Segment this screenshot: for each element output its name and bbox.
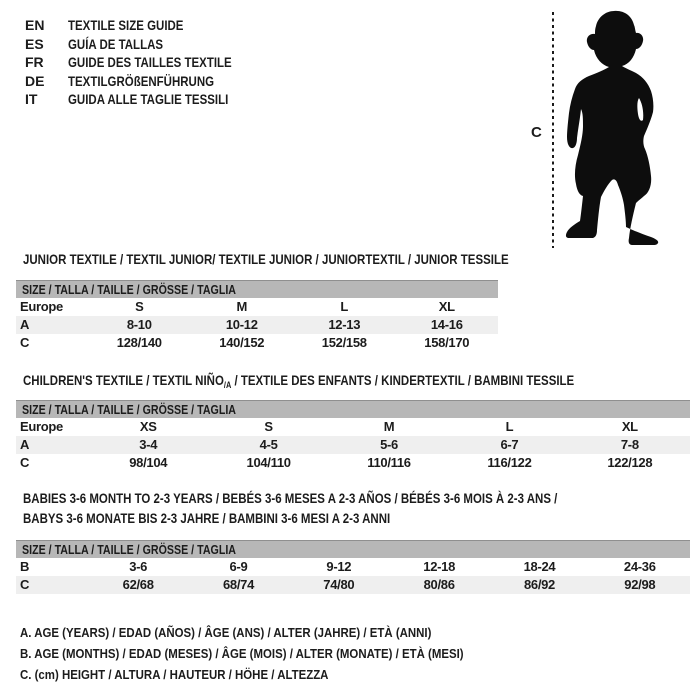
note-a [20,622,524,643]
size-cell: 24-36 [623,559,656,574]
language-row-it [25,90,268,109]
junior-section-title-text: JUNIOR TEXTILE / TEXTIL JUNIOR/ TEXTILE JUNIOR / JUNIORTEXTIL / JUNIOR TESSILE [23,251,509,267]
children-title-subscript: /A [223,380,232,390]
size-cell: 74/80 [323,577,355,592]
size-cell: 116/122 [487,455,532,470]
size-cell: 122/128 [607,455,653,470]
row-label-cell: C [20,335,30,350]
note-a-text: A. AGE (YEARS) / EDAD (AÑOS) / ÂGE (ANS) / ALTER (JAHRE) / ETÀ (ANNI) [20,625,432,640]
junior-section-title [23,251,615,267]
table-row-c [16,576,690,594]
children-section-title-text [23,372,574,390]
language-label: GUIDA ALLE TAGLIE TESSILI [68,91,229,107]
height-dashed-line [552,12,554,248]
size-cell: 68/74 [222,577,255,592]
size-cell: 140/152 [219,335,265,350]
size-header-text: SIZE / TALLA / TAILLE / GRÖSSE / TAGLIA [22,542,236,557]
size-cell: 8-10 [126,317,152,332]
language-list [25,16,268,109]
size-cell: XL [621,419,638,434]
height-measure-label: C [531,124,542,141]
size-header-text: SIZE / TALLA / TAILLE / GRÖSSE / TAGLIA [22,402,236,417]
size-cell: 4-5 [259,437,278,452]
size-cell: 110/116 [367,455,411,470]
babies-section-title [23,489,675,528]
language-row-de [25,72,268,91]
table-row-c [16,454,690,472]
size-cell: L [340,299,349,314]
size-cell: 80/86 [423,577,455,592]
size-cell: M [236,299,248,314]
size-header-bar [16,541,690,558]
size-cell: 7-8 [620,437,639,452]
size-cell: M [383,419,395,434]
row-label-cell: Europe [20,419,63,434]
babies-title-line1 [23,489,675,509]
children-section-title [23,372,695,390]
language-code: FR [25,54,44,70]
junior-size-table [16,280,498,352]
row-label-cell: A [20,317,30,332]
size-cell: 98/104 [129,455,168,470]
toddler-silhouette-icon [560,8,664,252]
language-label: TEXTILGRÖßENFÜHRUNG [68,72,215,89]
size-cell: S [264,419,273,434]
row-label-cell: B [20,559,30,574]
size-header-text: SIZE / TALLA / TAILLE / GRÖSSE / TAGLIA [22,282,236,297]
note-b-text: B. AGE (MONTHS) / EDAD (MESES) / ÂGE (MOIS) / ALTER (MONATE) / ETÀ (MESI) [20,646,464,661]
babies-size-table [16,540,690,594]
size-cell: XL [438,299,455,314]
size-cell: S [135,299,144,314]
size-cell: 12-13 [328,317,361,332]
table-row-europe [16,298,498,316]
size-cell: L [505,419,514,434]
size-cell: 104/110 [246,455,291,470]
language-code: ES [25,35,44,52]
babies-title-line2 [23,509,675,529]
footnotes [20,622,524,685]
size-cell: 10-12 [225,317,258,332]
row-label-cell: Europe [20,299,63,314]
language-code: IT [25,91,38,107]
row-label-cell: C [20,455,30,470]
size-header-bar [16,281,498,298]
language-label: GUÍA DE TALLAS [68,35,164,52]
size-header-bar [16,401,690,418]
table-row-europe [16,418,690,436]
children-title-pre: CHILDREN'S TEXTILE / TEXTIL NIÑO [23,372,224,388]
size-cell: 3-4 [139,437,158,452]
size-cell: 6-7 [500,437,519,452]
table-row-c [16,334,498,352]
babies-title-line1-text: BABIES 3-6 MONTH TO 2-3 YEARS / BEBÉS 3-6 MESES A 2-3 AÑOS / BÉBÉS 3-6 MOIS À 2-3 ANS / [23,490,558,506]
size-cell: 128/140 [116,335,162,350]
size-cell: 18-24 [523,559,556,574]
table-row-a [16,316,498,334]
babies-title-line2-text: BABYS 3-6 MONATE BIS 2-3 JAHRE / BAMBINI 3-6 MESI A 2-3 ANNI [23,509,391,526]
size-cell: 6-9 [229,559,248,574]
size-cell: 62/68 [122,577,154,592]
size-cell: 12-18 [423,559,456,574]
children-size-table [16,400,690,472]
note-c-text: C. (cm) HEIGHT / ALTURA / HAUTEUR / HÖHE / ALTEZZA [20,667,329,682]
language-row-en [25,16,268,35]
size-cell: 158/170 [424,335,470,350]
size-cell: 14-16 [430,317,463,332]
size-cell: 9-12 [326,559,352,574]
size-cell: 5-6 [380,437,398,452]
size-cell: XS [139,419,157,434]
children-title-post: / TEXTILE DES ENFANTS / KINDERTEXTIL / BAMBINI TESSILE [231,372,575,388]
size-cell: 92/98 [624,577,656,592]
language-code: DE [25,72,45,89]
language-row-fr [25,53,268,72]
note-b [20,643,524,664]
note-c [20,664,524,685]
size-cell: 3-6 [129,559,148,574]
table-row-b [16,558,690,576]
size-cell: 152/158 [321,335,367,350]
row-label-cell: C [20,577,30,592]
size-cell: 86/92 [523,577,555,592]
language-label: TEXTILE SIZE GUIDE [68,17,184,33]
language-row-es [25,35,268,54]
row-label-cell: A [20,437,30,452]
language-label: GUIDE DES TAILLES TEXTILE [68,54,232,70]
language-code: EN [25,17,45,33]
table-row-a [16,436,690,454]
